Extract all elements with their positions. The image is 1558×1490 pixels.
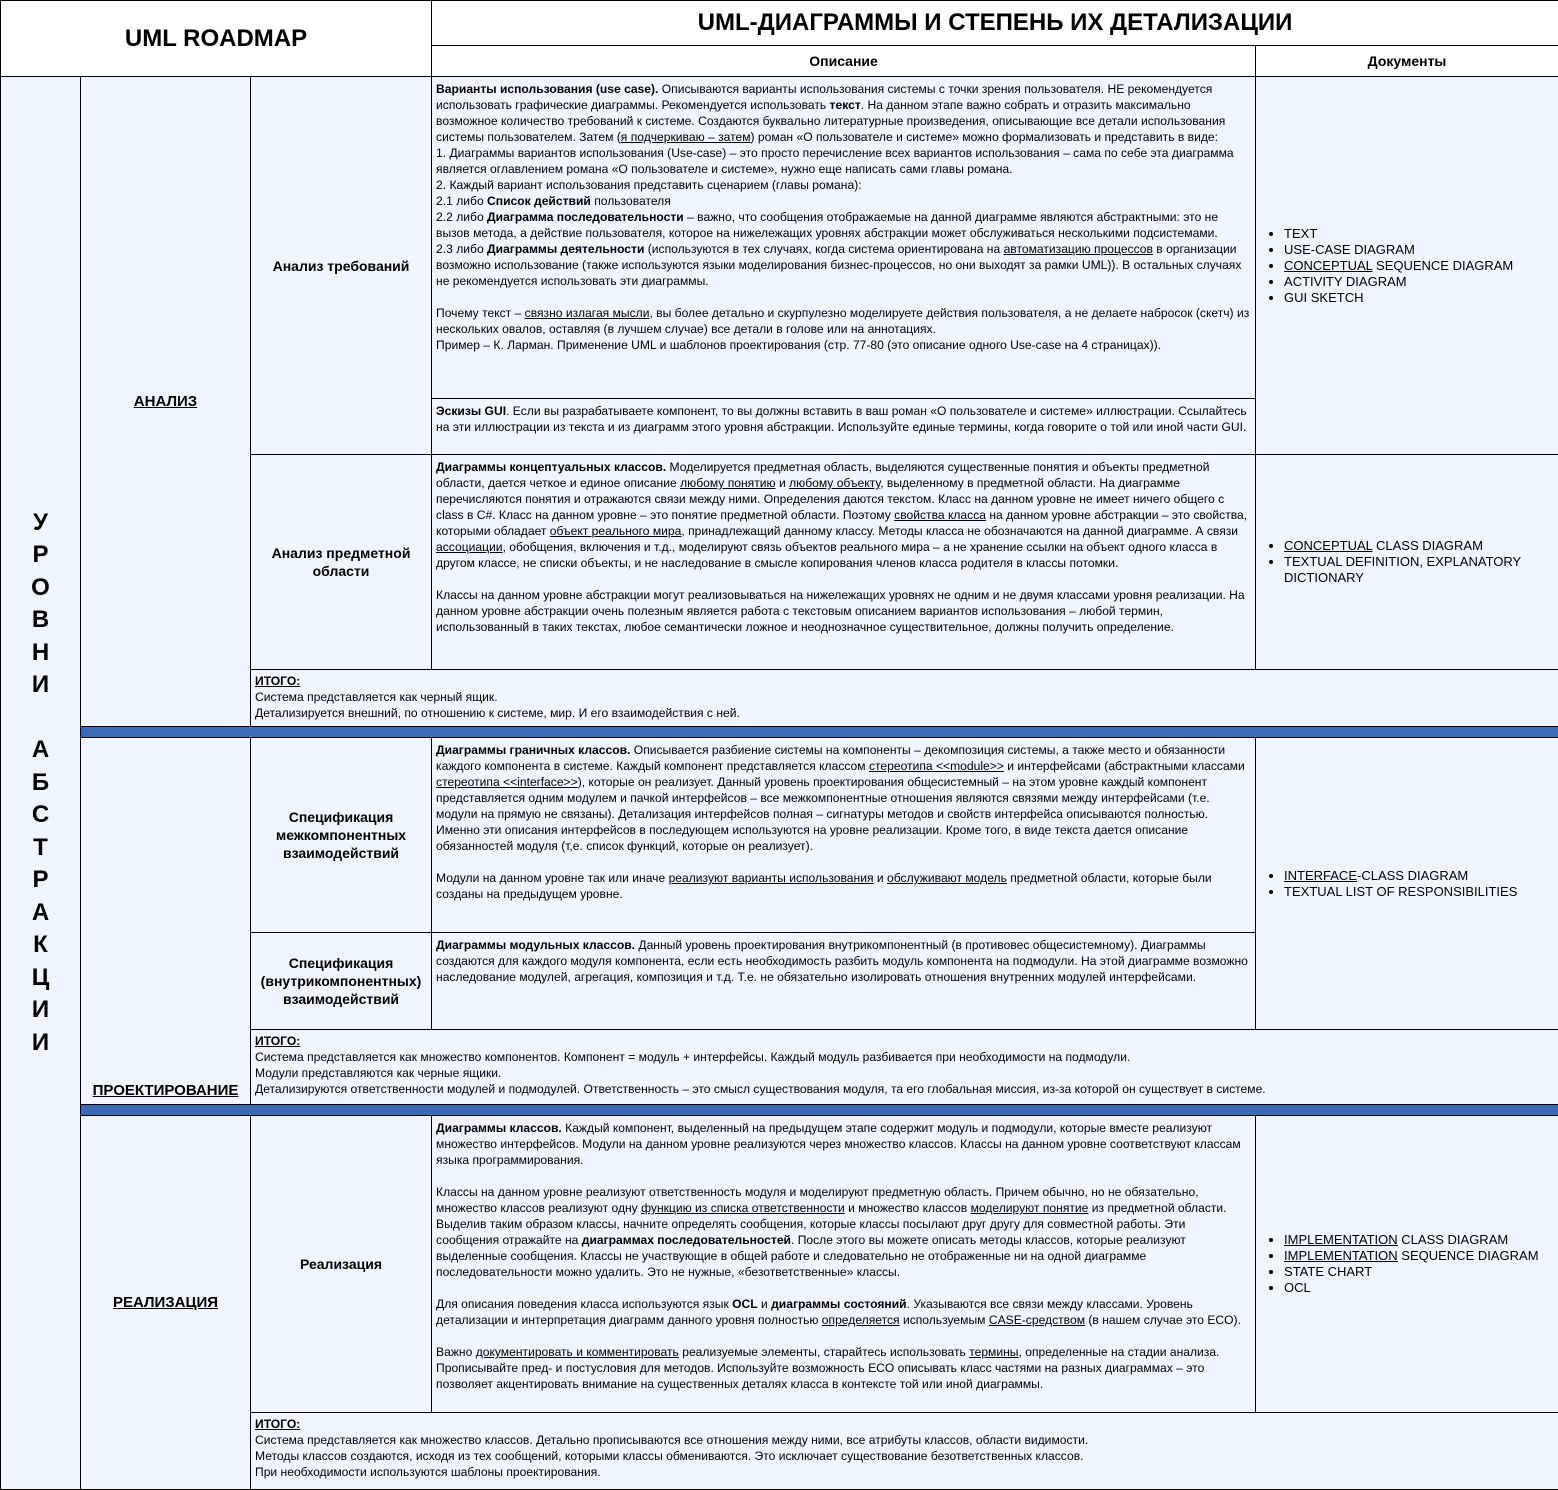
documents-domain-list (1256, 538, 1558, 586)
document-item: • TEXT (1284, 226, 1558, 242)
vertical-letter: Ц (31, 963, 50, 991)
summary-design (251, 1030, 1558, 1105)
document-item: • TEXTUAL DEFINITION, EXPLANATORY DICTIONARY (1284, 554, 1558, 586)
column-header-description: Описание (432, 46, 1256, 77)
document-item: • USE-CASE DIAGRAM (1284, 242, 1558, 258)
summary-line: Система представляется как черный ящик. (255, 690, 498, 704)
stage-intercomponent-spec: Спецификация межкомпонентных взаимодействий (251, 738, 432, 933)
summary-design-title: ИТОГО: (255, 1034, 301, 1048)
description-gui-sketches-text: Эскизы GUI. Если вы разрабатываете компонент, то вы должны вставить в ваш роман «О пользователе и системе» иллюстрации. Ссылайтесь на эти иллюстрации из текста и из диаграмм этого уровня абстракции. Используйте единые термины, когда говорите о той или иной части GUI. (436, 404, 1247, 434)
vertical-letter: И (31, 671, 50, 699)
summary-analysis-lines (255, 689, 1554, 721)
description-implementation-text: Диаграммы классов. Каждый компонент, выделенный на предыдущем этапе содержит модуль и подмодули, которые вместе реализуют множество интерфейсов. Модули на данном уровне реализуются через множество классов. Классы на данном уровне соответствуют классам языка программирования. Классы на данном уровне реализуют ответственность модуля и моделируют предметную область. Причем обычно, но не обязательно, множество классов реализуют одну функцию из списка ответственности и множество классов моделируют понятие из предметной области. Выделив таким образом классы, начните определять сообщения, которые классы посылают друг другу для совместной работы. Эти сообщения отражайте на диаграммах последовательностей. После этого вы можете описать методы классов, которые реализуют выделенные сообщения. Классы не участвующие в общей работе и следовательно не отображенные ни на одной диаграмме последовательности можно удалить. Это не нужные, «безответственные» классы. Для описания поведения класса используются язык OCL и диаграммы состояний. Указываются все связи между классами. Уровень детализации и интерпретация диаграмм данного уровня полностью определяется используемым CASE-средством (в нашем случае это ECO). Важно документировать и комментировать реализуемые элементы, старайтесь использовать термины, определенные на стадии анализа. Прописывайте пред- и постусловия для методов. Используйте возможность ECO описывать класс частями на разных диаграммах – это позволяет акцентировать внимание на существенных деталях класса в контексте той или иной диаграммы. (436, 1121, 1241, 1391)
roadmap-title: UML ROADMAP (1, 1, 432, 77)
description-requirements (432, 77, 1256, 399)
vertical-letter: В (31, 606, 50, 634)
documents-design (1256, 738, 1558, 1030)
description-requirements-text: Варианты использования (use case). Описываются варианты использования системы с точки зрения пользователя. НЕ рекомендуется использовать графические диаграммы. Рекомендуется использовать текст. На данном этапе важно собрать и отразить максимально возможное количество требований к системе. Создаются буквально литературные произведения, описывающие все детали использования системы пользователем. Затем (я подчеркиваю – затем) роман «О пользователе и системе» можно формализовать и представить в виде: 1. Диаграммы вариантов использования (Use-case) – это просто перечисление всех вариантов использования – сама по себе эта диаграмма является оглавлением романа «О пользователе и системе», нужно еще написать сами главы романа. 2. Каждый вариант использования представить сценарием (главы романа): 2.1 либо Список действий пользователя 2.2 либо Диаграмма последовательности – важно, что сообщения отображаемые на данной диаграмме являются абстрактными: это не вызов метода, а действие пользователя, которое на нижележащих уровнях абстракции может обслуживаться несколькими подсистемами. 2.3 либо Диаграммы деятельности (используются в тех случаях, когда система ориентирована на автоматизацию процессов в организации возможно использование (также используются языки моделирования бизнес-процессов, но они выходят за рамки UML)). В остальных случаях не рекомендуется использовать эти диаграммы. Почему текст – связно излагая мысли, вы более детально и скурпулезно моделируете действия пользователя, а не делаете набросок (скетч) из нескольких овалов, оставляя (в лучшем случае) все детали в голове или на аннотациях. Пример – К. Ларман. Применение UML и шаблонов проектирования (стр. 77-80 (это описание одного Use-case на 4 страницах)). (436, 82, 1250, 352)
description-gui-sketches (432, 399, 1256, 455)
vertical-letter: Р (32, 541, 49, 569)
document-item: • ACTIVITY DIAGRAM (1284, 274, 1558, 290)
section-separator-2 (81, 1105, 1558, 1116)
phase-design: ПРОЕКТИРОВАНИЕ (81, 738, 251, 1105)
document-item: • IMPLEMENTATION CLASS DIAGRAM (1284, 1232, 1558, 1248)
summary-implementation-lines (255, 1432, 1554, 1480)
summary-line: Система представляется как множество компонентов. Компонент = модуль + интерфейсы. Каждый модуль разбивается при необходимости на подмодули. (255, 1050, 1131, 1064)
documents-design-list (1256, 868, 1558, 900)
document-item: • CONCEPTUAL CLASS DIAGRAM (1284, 538, 1558, 554)
description-domain-text: Диаграммы концептуальных классов. Моделируется предметная область, выделяются существенные понятия и объекты предметной области, дается четкое и единое описание любому понятию и любому объекту, выделенному в предметной области. На диаграмме перечисляются понятия и отражаются связи между ними. Определения даются текстом. Класс на данном уровне не имеет ничего общего с class в C#. Класс на данном уровне – это понятие предметной области. Поэтому свойства класса на данном уровне абстракции – это свойства, которыми обладает объект реального мира, принадлежащий данному классу. Методы класса не обозначаются на данной диаграмме. А связи ассоциации, обобщения, включения и т.д., моделируют связь объектов реального мира – а не хранение ссылки на объект одного класса в другом классе, не списки объекты, и не наследование в смысле копирования членов класса родителя в классы потомки. Классы на данном уровне абстракции могут реализовываться на нижележащих уровнях не одним и не двумя классами уровня реализации. На данном уровне абстракции очень полезным является работа с текстовым описанием вариантов использования – любой термин, использованный в таких текстах, любое семантически ложное и неоднозначное существительное, должны получить определение. (436, 460, 1248, 634)
documents-requirements (1256, 77, 1558, 455)
description-intracomponent-text: Диаграммы модульных классов. Данный уровень проектирования внутрикомпонентный (в противовес общесистемному). Диаграммы создаются для каждого модуля компонента, если есть необходимость разбить модуль компонента на подмодули. На этой диаграмме возможно наследование модулей, агрегация, композиция и т.д. Т.е. не обязательно изолировать отношения внутренних модулей интерфейсами. (436, 938, 1248, 984)
vertical-letter: И (31, 996, 50, 1024)
stage-requirements-analysis: Анализ требований (251, 77, 432, 455)
vertical-letter: О (31, 573, 50, 601)
summary-line: Детализируются ответственности модулей и подмодулей. Ответственность – это смысл существования модуля, та его глобальная миссия, из-за которой он существует в системе. (255, 1082, 1266, 1096)
documents-domain (1256, 455, 1558, 670)
summary-line: Модули представляются как черные ящики. (255, 1066, 502, 1080)
summary-implementation (251, 1413, 1558, 1490)
main-title: UML-ДИАГРАММЫ И СТЕПЕНЬ ИХ ДЕТАЛИЗАЦИИ (432, 1, 1558, 46)
summary-line: Методы классов создаются, исходя из тех сообщений, которыми классы обмениваются. Это исключает существование безответственных классов. (255, 1449, 1084, 1463)
description-intracomponent (432, 933, 1256, 1030)
document-item: • TEXTUAL LIST OF RESPONSIBILITIES (1284, 884, 1558, 900)
vertical-letter: К (33, 931, 48, 959)
column-header-documents: Документы (1256, 46, 1558, 77)
vertical-letter: Р (32, 866, 49, 894)
summary-analysis-title: ИТОГО: (255, 674, 301, 688)
summary-analysis (251, 670, 1558, 727)
document-item: • CONCEPTUAL SEQUENCE DIAGRAM (1284, 258, 1558, 274)
document-item: • GUI SKETCH (1284, 290, 1558, 306)
description-implementation (432, 1116, 1256, 1413)
documents-requirements-list (1256, 226, 1558, 306)
vertical-letter: Н (31, 638, 50, 666)
vertical-letter: Б (31, 768, 50, 796)
summary-line: Детализируется внешний, по отношению к системе, мир. И его взаимодействия с ней. (255, 706, 740, 720)
vertical-letter: С (31, 801, 50, 829)
description-intercomponent-text: Диаграммы граничных классов. Описывается разбиение системы на компоненты – декомпозиция системы, а также место и обязанности каждого компонента в системе. Каждый компонент представляется классом стереотипа <<module>> и интерфейсами (абстрактными классами стереотипа <<interface>>), которые он реализует. Данный уровень проектирования общесистемный – на этом уровне каждый компонент представляется одним модулем и пачкой интерфейсов – все межкомпонентные отношения являются связями между интерфейсами (т.е. модули на прямую не связаны). Детализация интерфейсов полная – сигнатуры методов и свойств интерфейса описываются полностью. Именно эти описания интерфейсов в последующем используются на уровне реализации. Кроме того, в виде текста дается описание обязанностей модуля (т,е. список функций, которые он реализует). Модули на данном уровне так или иначе реализуют варианты использования и обслуживают модель предметной области, которые были созданы на предыдущем уровне. (436, 743, 1245, 901)
document-item: • INTERFACE-CLASS DIAGRAM (1284, 868, 1558, 884)
vertical-label-abstraction-levels (1, 77, 81, 1490)
vertical-letter: А (31, 736, 50, 764)
description-intercomponent (432, 738, 1256, 933)
description-domain (432, 455, 1256, 670)
documents-implementation (1256, 1116, 1558, 1413)
summary-line: При необходимости используются шаблоны проектирования. (255, 1465, 601, 1479)
document-item: • IMPLEMENTATION SEQUENCE DIAGRAM (1284, 1248, 1558, 1264)
vertical-letter: И (31, 1028, 50, 1056)
vertical-label-letters (1, 507, 80, 1060)
document-item: • OCL (1284, 1280, 1558, 1296)
stage-implementation: Реализация (251, 1116, 432, 1413)
document-item: • STATE CHART (1284, 1264, 1558, 1280)
phase-implementation: РЕАЛИЗАЦИЯ (81, 1116, 251, 1490)
vertical-letter: А (31, 898, 50, 926)
phase-analysis: АНАЛИЗ (81, 77, 251, 727)
summary-line: Система представляется как множество классов. Детально прописываются все отношения между ними, все атрибуты классов, области видимости. (255, 1433, 1089, 1447)
stage-intracomponent-spec: Спецификация (внутрикомпонентных) взаимодействий (251, 933, 432, 1030)
documents-implementation-list (1256, 1232, 1558, 1296)
section-separator-1 (81, 727, 1558, 738)
vertical-letter: У (33, 508, 48, 536)
stage-domain-analysis: Анализ предметной области (251, 455, 432, 670)
summary-design-lines (255, 1049, 1554, 1097)
summary-implementation-title: ИТОГО: (255, 1417, 301, 1431)
vertical-letter: Т (33, 833, 48, 861)
vertical-letter (1, 702, 80, 735)
